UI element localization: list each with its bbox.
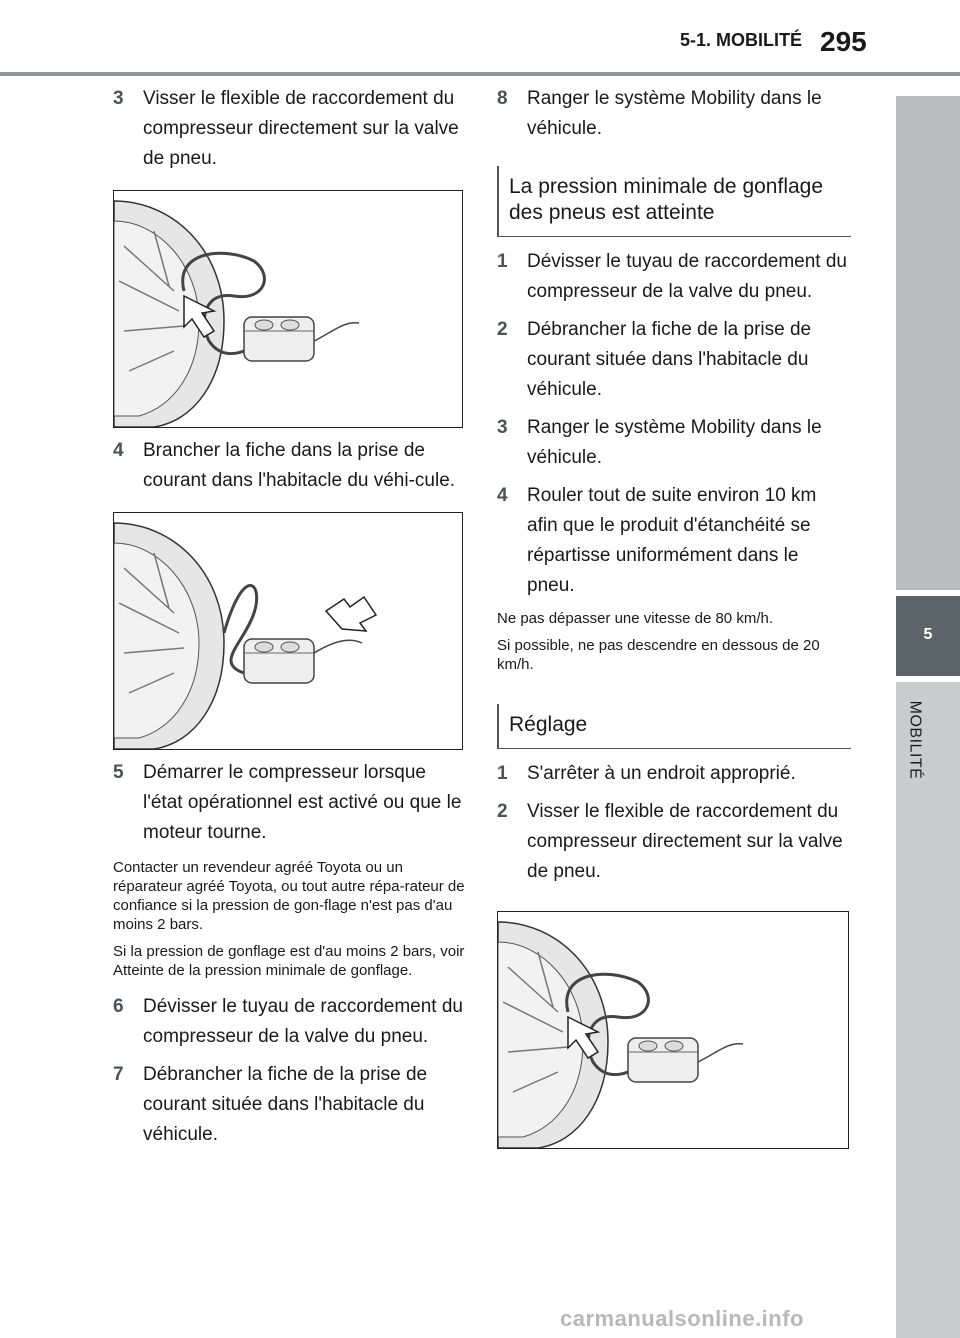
step-text: Débrancher la fiche de la prise de courant située dans l'habitacle du véhicule. xyxy=(143,1064,428,1145)
side-tab-label-wrap xyxy=(902,690,926,790)
watermark: carmanualsonline.info xyxy=(560,1306,804,1331)
step-item xyxy=(497,315,851,405)
step-list xyxy=(113,84,465,174)
step-list xyxy=(497,84,851,144)
step-item xyxy=(113,1060,465,1150)
step-number: 4 xyxy=(497,485,508,506)
note-paragraph: Si possible, ne pas descendre en dessous de 20 km/h. xyxy=(497,637,820,673)
step-text: Dévisser le tuyau de raccordement du compresseur de la valve du pneu. xyxy=(527,251,847,302)
side-tab-upper xyxy=(896,96,960,590)
step-list xyxy=(113,436,465,496)
step-item xyxy=(497,481,851,601)
step-item xyxy=(497,759,851,789)
step-number: 3 xyxy=(497,417,508,438)
step-item xyxy=(497,413,851,473)
step-number: 2 xyxy=(497,319,508,340)
header-divider xyxy=(0,72,960,76)
step-item xyxy=(497,797,851,887)
step-text: Visser le flexible de raccordement du compresseur directement sur la valve de pneu. xyxy=(143,88,459,169)
side-tab-label: MOBILITÉ xyxy=(906,700,923,780)
step-number: 8 xyxy=(497,88,508,109)
section-heading: Réglage xyxy=(497,712,851,749)
step-number: 5 xyxy=(113,762,124,783)
illustration-compressor-valve xyxy=(113,190,463,428)
step-text: Brancher la fiche dans la prise de courant dans l'habitacle du véhi-cule. xyxy=(143,440,456,491)
step-text: Visser le flexible de raccordement du compresseur directement sur la valve de pneu. xyxy=(527,801,843,882)
step-number: 2 xyxy=(497,801,508,822)
step-number: 7 xyxy=(113,1064,124,1085)
section-heading: La pression minimale de gonflage des pneus est atteinte xyxy=(497,174,851,237)
step-list xyxy=(113,992,465,1150)
step-text: Dévisser le tuyau de raccordement du compresseur de la valve du pneu. xyxy=(143,996,463,1047)
left-column xyxy=(113,84,465,1158)
step-item xyxy=(497,247,851,307)
step-item xyxy=(113,436,465,496)
right-column xyxy=(497,84,851,1149)
illustration-plug-socket xyxy=(113,512,463,750)
step-text: S'arrêter à un endroit approprié. xyxy=(527,763,796,784)
side-tab-number: 5 xyxy=(923,626,933,643)
page-number: 295 xyxy=(820,26,867,57)
note-paragraph: Ne pas dépasser une vitesse de 80 km/h. xyxy=(497,610,773,627)
step-text: Démarrer le compresseur lorsque l'état opérationnel est activé ou que le moteur tourne. xyxy=(143,762,462,843)
note-paragraph: Contacter un revendeur agréé Toyota ou un réparateur agréé Toyota, ou tout autre répa-rateur de confiance si la pression de gon-flage n'est pas d'au moins 2 bars. xyxy=(113,859,465,933)
illustration-compressor-valve xyxy=(497,911,849,1149)
step-item xyxy=(113,84,465,174)
step-number: 6 xyxy=(113,996,124,1017)
step-text: Ranger le système Mobility dans le véhicule. xyxy=(527,88,822,139)
step-number: 1 xyxy=(497,251,508,272)
section-title: 5-1. MOBILITÉ xyxy=(679,30,802,50)
step-text: Rouler tout de suite environ 10 km afin que le produit d'étanchéité se répartisse uniformément dans le pneu. xyxy=(527,485,817,596)
step-number: 1 xyxy=(497,763,508,784)
step-list xyxy=(497,759,851,887)
step-list xyxy=(113,758,465,848)
step-text: Débrancher la fiche de la prise de courant située dans l'habitacle du véhicule. xyxy=(527,319,812,400)
step-text: Ranger le système Mobility dans le véhicule. xyxy=(527,417,822,468)
step-item xyxy=(497,84,851,144)
step-item xyxy=(113,992,465,1052)
step-list xyxy=(497,247,851,601)
step-item xyxy=(113,758,465,848)
step-number: 4 xyxy=(113,440,124,461)
note-paragraph: Si la pression de gonflage est d'au moins 2 bars, voir Atteinte de la pression minimale de gonflage. xyxy=(113,943,465,979)
step-number: 3 xyxy=(113,88,124,109)
